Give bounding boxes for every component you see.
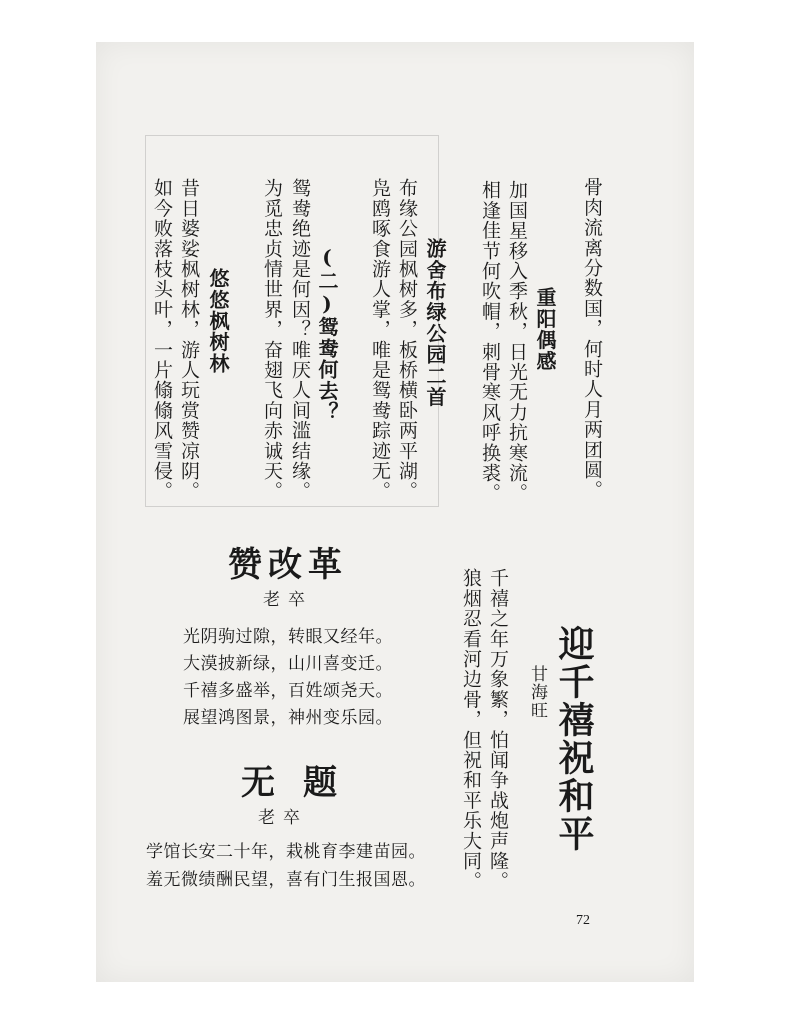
- poem-zan-line-1: 光阴驹过隙，转眼又经年。: [183, 627, 393, 647]
- poem-youyou-line-1: 昔日婆娑枫树林，游人玩赏赞凉阴。: [178, 178, 200, 502]
- poem-youyou-line-2: 如今败落枝头叶，一片翛翛风雪侵。: [151, 178, 173, 502]
- poem-yingqian-line-1: 千禧之年万象繁，怕闻争战炮声隆。: [487, 568, 509, 892]
- poem-youshe-line-2: 凫鸥啄食游人掌，唯是鸳鸯踪迹无。: [369, 178, 391, 502]
- poem-wuti-title: 无题: [241, 763, 365, 803]
- poem-chongyang-title: 重阳偶感: [533, 287, 557, 372]
- poem-yuanyang-line-2: 为觅忠贞情世界，奋翅飞向赤诚天。: [261, 178, 283, 502]
- poem-wuti-line-2: 羞无微绩酬民望，喜有门生报国恩。: [146, 870, 426, 890]
- poem-youyou-title: 悠悠枫树林: [206, 268, 230, 374]
- poem-yuanyang-line-1: 鸳鸯绝迹是何因？唯厌人间滥结缘。: [289, 178, 311, 502]
- page-number: 72: [576, 913, 590, 928]
- poem-wuti-author: 老卒: [258, 808, 308, 828]
- poem-yingqian-title: 迎千禧祝和平: [553, 625, 595, 853]
- poem-yuanyang-title: (二)鸳鸯何去？: [315, 245, 339, 423]
- poem-yingqian-line-2: 狼烟忍看河边骨，但祝和平乐大同。: [460, 568, 482, 892]
- poem-zan-line-4: 展望鸿图景，神州变乐园。: [183, 708, 393, 728]
- poem-youshe-title: 游舍布绿公园二首: [423, 238, 447, 408]
- poem-gurou-line-1: 骨肉流离分数国，何时人月两团圆。: [581, 177, 603, 501]
- poem-zan-line-2: 大漠披新绿，山川喜变迁。: [183, 654, 393, 674]
- poem-chongyang-line-2: 相逢佳节何吹帽，刺骨寒风呼换裘。: [479, 180, 501, 504]
- poem-chongyang-line-1: 加国星移入季秋，日光无力抗寒流。: [506, 180, 528, 504]
- poem-wuti-line-1: 学馆长安二十年，栽桃育李建苗园。: [146, 842, 426, 862]
- poem-yingqian-author: 甘海旺: [527, 665, 547, 720]
- poem-zan-title: 赞改革: [228, 545, 348, 585]
- poem-zan-author: 老卒: [263, 590, 313, 610]
- poem-zan-line-3: 千禧多盛举，百姓颂尧天。: [183, 681, 393, 701]
- poem-youshe-line-1: 布缘公园枫树多，板桥横卧两平湖。: [396, 178, 418, 502]
